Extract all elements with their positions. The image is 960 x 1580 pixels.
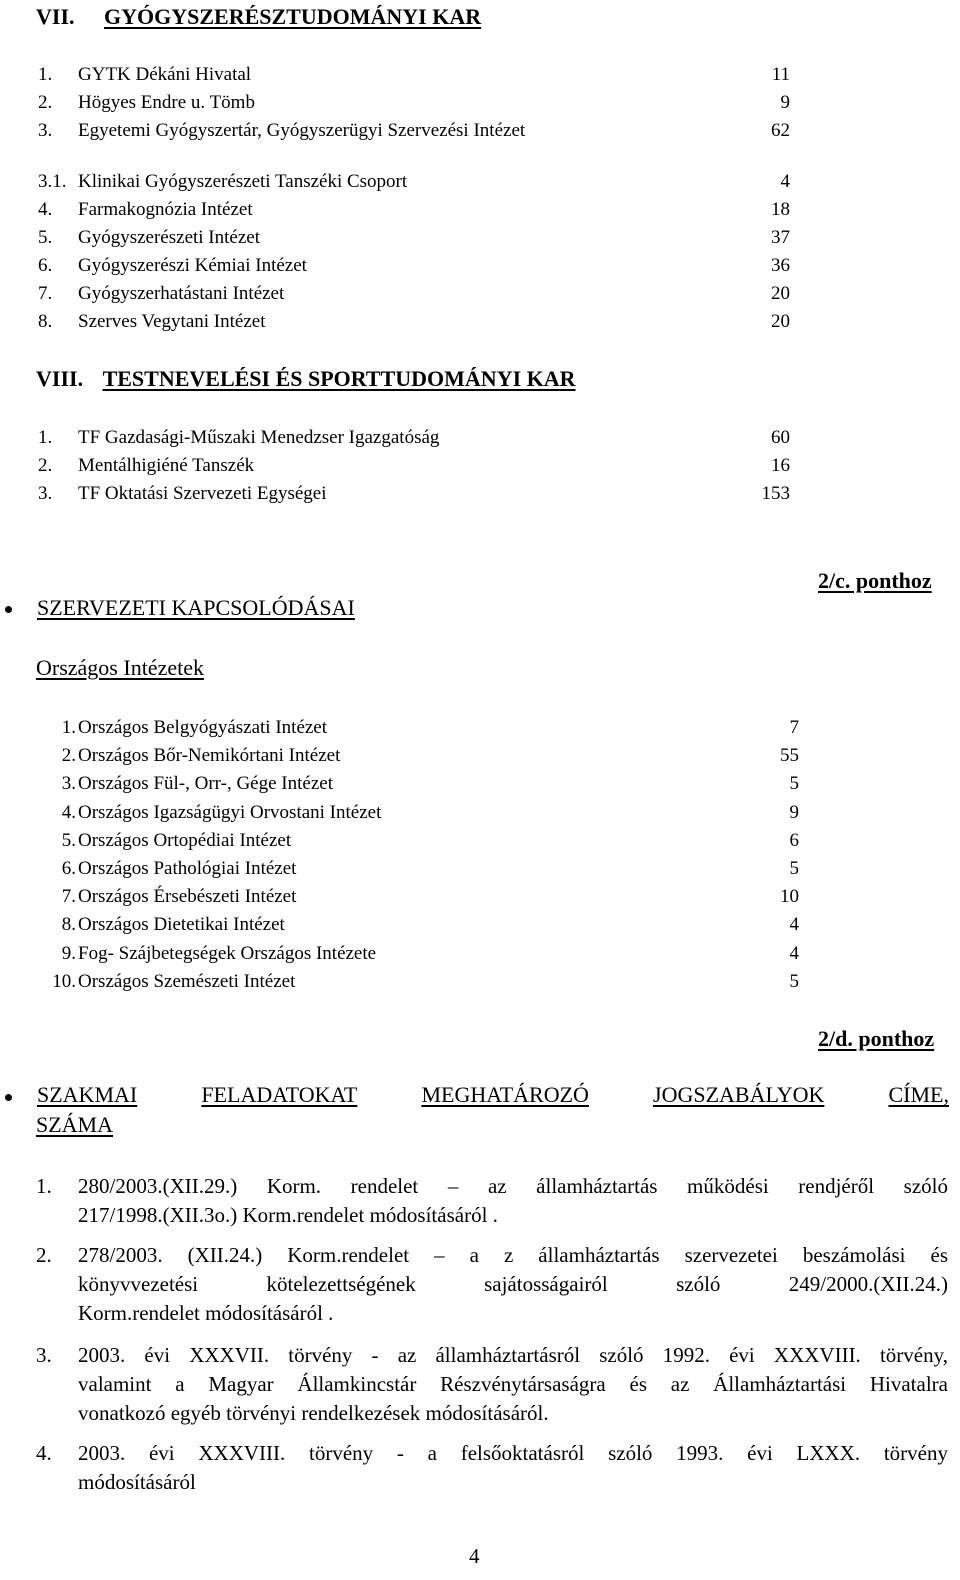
list-item-value: 9 xyxy=(789,801,799,823)
page-number: 4 xyxy=(469,1544,480,1568)
list-item-number: 3. xyxy=(61,773,76,795)
kapcsolodasai-heading: SZERVEZETI KAPCSOLÓDÁSAI xyxy=(37,595,355,620)
list-item-number: 3. xyxy=(38,483,53,504)
list-item-number: 5. xyxy=(38,227,53,248)
list-item-number: 6. xyxy=(38,255,53,276)
list-item-number: 8. xyxy=(38,311,53,332)
list-item-label: Országos Belgyógyászati Intézet xyxy=(78,717,328,738)
list-item-label: Gyógyszerészeti Intézet xyxy=(78,227,260,248)
list-item xyxy=(38,226,790,250)
law-item-number: 2. xyxy=(36,1243,52,1267)
bullet-icon xyxy=(5,1094,12,1101)
law-item-line: 2003. évi XXXVII. törvény - az államháztartásról szóló 1992. évi XXXVIII. törvény, xyxy=(78,1343,948,1367)
list-item-label: Szerves Vegytani Intézet xyxy=(78,311,266,332)
jogszabalyok-heading-word: SZAKMAI xyxy=(37,1082,138,1107)
law-item-line: valamint a Magyar Államkincstár Részvénytársaságra és az Államháztartási Hivatalra xyxy=(78,1372,948,1396)
law-item-text xyxy=(78,1439,948,1497)
list-item-value: 5 xyxy=(789,773,799,795)
list-item-value: 55 xyxy=(780,745,799,767)
list-item xyxy=(38,170,790,194)
list-item-value: 4 xyxy=(789,914,799,936)
list-item xyxy=(40,829,799,853)
list-item xyxy=(38,119,790,143)
jogszabalyok-heading-word: MEGHATÁROZÓ xyxy=(421,1082,589,1107)
bullet-icon xyxy=(5,606,12,613)
list-item xyxy=(40,885,799,909)
list-item-label: Országos Érsebészeti Intézet xyxy=(78,886,297,908)
list-item-value: 11 xyxy=(771,64,790,85)
list-item xyxy=(40,970,799,994)
list-item xyxy=(38,282,790,306)
section-8-heading xyxy=(36,366,576,392)
list-item xyxy=(40,942,799,966)
jogszabalyok-heading-word: CÍME, xyxy=(888,1082,949,1107)
list-item-label: Högyes Endre u. Tömb xyxy=(78,92,255,113)
list-item-label: Országos Szemészeti Intézet xyxy=(78,970,296,992)
section-7-heading xyxy=(36,4,481,30)
orszagos-intezetek-subheading: Országos Intézetek xyxy=(36,655,204,680)
list-item-value: 20 xyxy=(771,283,790,304)
law-item-line: könyvvezetési kötelezettségének sajátosságairól szóló 249/2000.(XII.24.) xyxy=(78,1272,948,1296)
list-item-label: Országos Igazságügyi Orvostani Intézet xyxy=(78,801,382,823)
law-item-line: 217/1998.(XII.3o.) Korm.rendelet módosításáról . xyxy=(78,1203,498,1227)
list-item-number: 3.1. xyxy=(38,171,67,192)
list-item-value: 16 xyxy=(771,455,790,476)
list-item xyxy=(38,482,790,506)
list-item-label: Klinikai Gyógyszerészeti Tanszéki Csoport xyxy=(78,171,408,192)
jogszabalyok-heading xyxy=(37,1082,949,1108)
list-item-number: 3. xyxy=(38,120,53,141)
list-item-label: Egyetemi Gyógyszertár, Gyógyszerügyi Szervezési Intézet xyxy=(78,120,526,141)
list-item xyxy=(40,744,799,768)
list-item-value: 4 xyxy=(789,942,799,964)
law-item-number: 1. xyxy=(36,1174,52,1198)
list-item-value: 18 xyxy=(771,199,790,220)
law-item-line: Korm.rendelet módosításáról . xyxy=(78,1301,334,1325)
list-item-label: Farmakognózia Intézet xyxy=(78,199,253,220)
law-item-text xyxy=(78,1172,948,1230)
law-item-number: 4. xyxy=(36,1441,52,1465)
list-item xyxy=(38,310,790,334)
list-item-value: 36 xyxy=(771,255,790,276)
list-item-number: 1. xyxy=(38,427,53,448)
list-item-number: 2. xyxy=(38,455,53,476)
list-item-number: 1. xyxy=(61,717,76,738)
law-item-text xyxy=(78,1341,948,1428)
list-item-number: 6. xyxy=(61,858,76,879)
list-item-label: Országos Fül-, Orr-, Gége Intézet xyxy=(78,773,333,795)
law-item-line: 278/2003. (XII.24.) Korm.rendelet – a z államháztartás szervezetei beszámolási és xyxy=(78,1243,948,1267)
list-item-value: 7 xyxy=(789,717,799,738)
list-item xyxy=(38,63,790,87)
list-item-number: 7. xyxy=(38,283,53,304)
list-item-value: 153 xyxy=(761,483,790,504)
list-item-number: 8. xyxy=(61,914,76,936)
list-item xyxy=(38,198,790,222)
list-item-label: Mentálhigiéné Tanszék xyxy=(78,455,255,476)
list-item-number: 7. xyxy=(61,886,76,908)
list-item-label: TF Oktatási Szervezeti Egységei xyxy=(78,483,327,504)
law-item-text xyxy=(78,1241,948,1328)
list-item-number: 2. xyxy=(61,745,76,767)
list-item-value: 5 xyxy=(789,970,799,992)
list-item-value: 4 xyxy=(780,171,790,192)
list-item-value: 20 xyxy=(771,311,790,332)
list-item xyxy=(38,454,790,478)
law-item-line: módosításáról xyxy=(78,1470,196,1494)
list-item-label: GYTK Dékáni Hivatal xyxy=(78,64,252,85)
list-item-number: 2. xyxy=(38,92,53,113)
list-item-number: 4. xyxy=(38,199,53,220)
list-item xyxy=(38,91,790,115)
jogszabalyok-heading-line2: SZÁMA xyxy=(36,1112,114,1137)
list-item-value: 10 xyxy=(780,886,799,908)
list-item xyxy=(38,254,790,278)
jogszabalyok-heading-word: FELADATOKAT xyxy=(201,1082,358,1107)
list-item-label: Gyógyszerészi Kémiai Intézet xyxy=(78,255,307,276)
list-item-value: 37 xyxy=(771,227,790,248)
list-item-value: 6 xyxy=(789,829,799,851)
section-8-numeral: VIII. xyxy=(36,366,84,391)
list-item-label: Országos Pathológiai Intézet xyxy=(78,858,297,879)
list-item-value: 62 xyxy=(771,120,790,141)
list-item-label: TF Gazdasági-Műszaki Menedzser Igazgatóság xyxy=(78,427,440,448)
list-item-label: Fog- Szájbetegségek Országos Intézete xyxy=(78,942,377,964)
law-item-line: 2003. évi XXXVIII. törvény - a felsőoktatásról szóló 1993. évi LXXX. törvény xyxy=(78,1441,948,1465)
ref-2c: 2/c. ponthoz xyxy=(818,568,932,593)
jogszabalyok-heading-word: JOGSZABÁLYOK xyxy=(653,1082,825,1107)
list-item xyxy=(40,913,799,937)
list-item-label: Gyógyszerhatástani Intézet xyxy=(78,283,285,304)
list-item-value: 60 xyxy=(771,427,790,448)
section-7-title: GYÓGYSZERÉSZTUDOMÁNYI KAR xyxy=(104,4,482,29)
list-item-number: 9. xyxy=(61,942,76,964)
list-item-value: 5 xyxy=(789,858,799,879)
section-8-title: TESTNEVELÉSI ÉS SPORTTUDOMÁNYI KAR xyxy=(102,366,576,391)
list-item-value: 9 xyxy=(780,92,790,113)
list-item xyxy=(40,772,799,796)
list-item-number: 10. xyxy=(52,970,76,992)
ref-2d: 2/d. ponthoz xyxy=(818,1026,935,1051)
list-item-label: Országos Dietetikai Intézet xyxy=(78,914,285,936)
list-item-label: Országos Bőr-Nemikórtani Intézet xyxy=(78,745,341,767)
law-item-line: 280/2003.(XII.29.) Korm. rendelet – az államháztartás működési rendjéről szóló xyxy=(78,1174,948,1198)
law-item-number: 3. xyxy=(36,1343,52,1367)
list-item xyxy=(38,426,790,450)
list-item-label: Országos Ortopédiai Intézet xyxy=(78,829,292,851)
list-item-number: 4. xyxy=(61,801,76,823)
list-item xyxy=(40,801,799,825)
list-item xyxy=(40,716,799,740)
section-7-numeral: VII. xyxy=(36,4,75,29)
law-item-line: vonatkozó egyéb törvényi rendelkezések módosításáról. xyxy=(78,1401,549,1425)
list-item xyxy=(40,857,799,881)
list-item-number: 5. xyxy=(61,829,76,851)
list-item-number: 1. xyxy=(38,64,53,85)
